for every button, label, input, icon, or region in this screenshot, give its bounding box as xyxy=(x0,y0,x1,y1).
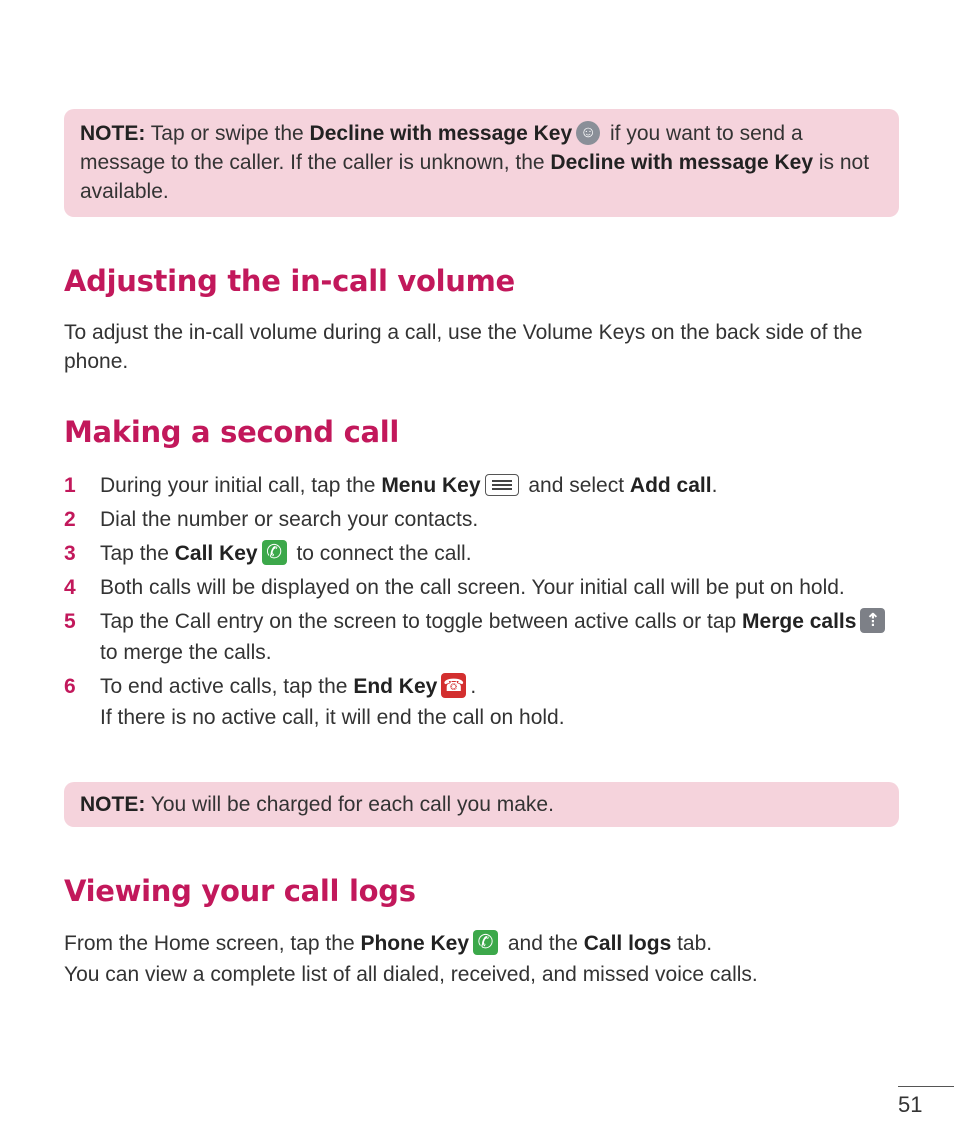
note-text: Tap or swipe the xyxy=(145,122,310,145)
step-text: Both calls will be displayed on the call screen. Your initial call will be put on hold. xyxy=(100,576,845,599)
body-key: Call logs xyxy=(583,932,672,955)
list-item xyxy=(64,504,904,535)
end-key-icon xyxy=(441,673,466,698)
steps-list xyxy=(64,470,904,736)
note-text: is not available. xyxy=(80,151,870,203)
menu-key-icon xyxy=(485,474,519,496)
step-text: Dial the number or search your contacts. xyxy=(100,508,479,531)
step-text: If there is no active call, it will end the call on hold. xyxy=(100,706,565,729)
step-key: End Key xyxy=(353,675,438,698)
section-body-call-logs xyxy=(64,928,894,990)
body-text: You can view a complete list of all dialed, received, and missed voice calls. xyxy=(64,963,758,986)
note-label: NOTE: xyxy=(80,793,146,816)
step-number: 2 xyxy=(64,508,76,531)
list-item xyxy=(64,606,904,668)
step-text: and select xyxy=(522,474,630,497)
step-key: Menu Key xyxy=(381,474,481,497)
step-text: to connect the call. xyxy=(290,542,472,565)
step-key: Call Key xyxy=(174,542,258,565)
section-body-in-call-volume: To adjust the in-call volume during a call, use the Volume Keys on the back side of the phone. xyxy=(64,321,863,373)
step-number: 3 xyxy=(64,542,76,565)
step-text: to merge the calls. xyxy=(100,641,272,664)
step-text: Tap the xyxy=(100,542,175,565)
list-item xyxy=(64,671,904,733)
body-text: and the xyxy=(502,932,584,955)
step-number: 5 xyxy=(64,610,76,633)
note-label: NOTE: xyxy=(80,122,146,145)
step-number: 1 xyxy=(64,474,76,497)
note-key: Decline with message Key xyxy=(309,122,573,145)
step-text: Tap the Call entry on the screen to toggle between active calls or tap xyxy=(100,610,743,633)
note-key: Decline with message Key xyxy=(550,151,814,174)
merge-calls-icon xyxy=(860,608,885,633)
step-number: 4 xyxy=(64,576,76,599)
step-text: During your initial call, tap the xyxy=(100,474,382,497)
body-text: From the Home screen, tap the xyxy=(64,932,361,955)
section-title-second-call: Making a second call xyxy=(64,415,400,449)
page-number-rule xyxy=(898,1086,954,1087)
list-item xyxy=(64,538,904,569)
phone-key-icon xyxy=(473,930,498,955)
call-key-icon xyxy=(262,540,287,565)
page-number: 51 xyxy=(898,1092,923,1117)
list-item xyxy=(64,470,904,501)
decline-with-message-icon xyxy=(576,121,600,145)
section-title-in-call-volume: Adjusting the in-call volume xyxy=(64,264,515,298)
step-text: . xyxy=(711,474,718,497)
note-decline-message xyxy=(64,109,899,217)
step-key: Merge calls xyxy=(742,610,857,633)
step-text: To end active calls, tap the xyxy=(100,675,354,698)
note-charges xyxy=(64,782,899,827)
body-key: Phone Key xyxy=(360,932,469,955)
step-key: Add call xyxy=(629,474,712,497)
list-item xyxy=(64,572,904,603)
body-text: tab. xyxy=(671,932,713,955)
step-number: 6 xyxy=(64,675,76,698)
note-text: You will be charged for each call you make. xyxy=(145,793,554,816)
step-text: . xyxy=(470,675,477,698)
section-title-call-logs: Viewing your call logs xyxy=(64,874,416,908)
note-text: if you want to send a message to the caller. If the caller is unknown, the xyxy=(80,122,803,174)
